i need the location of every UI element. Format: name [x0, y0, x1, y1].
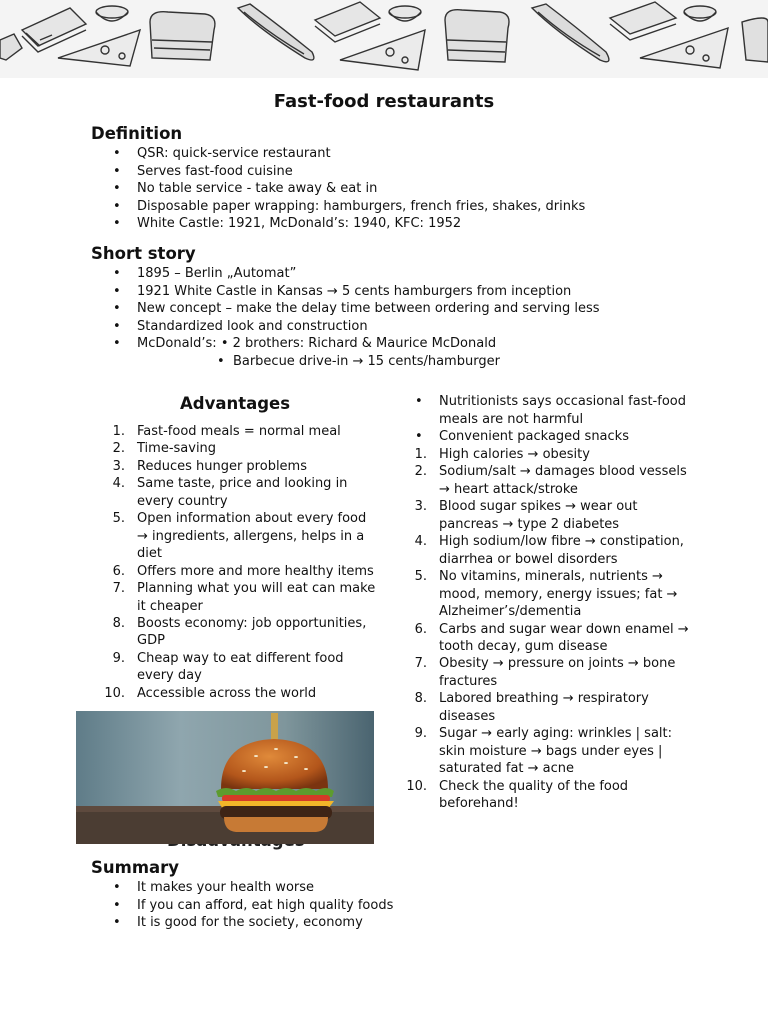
- page-title: Fast-food restaurants: [273, 91, 495, 112]
- list-item: 10. Check the quality of the food beforehand!: [406, 778, 629, 812]
- short-story-heading: Short story: [91, 244, 196, 263]
- mcdonalds-label: McDonald’s:: [137, 336, 217, 352]
- list-item: 5. No vitamins, minerals, nutrients → mood, memory, energy issues; fat → Alzheimer’s/dementia: [414, 569, 678, 620]
- list-item: • It makes your health worse: [91, 879, 411, 897]
- list-item: • White Castle: 1921, McDonald’s: 1940, KFC: 1952: [91, 215, 711, 233]
- definition-heading: Definition: [91, 124, 183, 143]
- list-item: • 1921 White Castle in Kansas → 5 cents hamburgers from inception: [91, 283, 711, 301]
- list-item: • Disposable paper wrapping: hamburgers, french fries, shakes, drinks: [91, 198, 711, 216]
- list-item: • Serves fast-food cuisine: [91, 163, 711, 181]
- list-item: 4. High sodium/low fibre → constipation, diarrhea or bowel disorders: [414, 534, 684, 567]
- list-item: 8. Labored breathing → respiratory diseases: [414, 691, 649, 724]
- list-item: 2. Sodium/salt → damages blood vessels → heart attack/stroke: [414, 464, 687, 497]
- list-item: 2. Time-saving: [112, 441, 217, 457]
- burger-photo: [76, 711, 374, 844]
- list-item: 3. Blood sugar spikes → wear out pancreas → type 2 diabetes: [414, 499, 638, 532]
- disadvantages-bullet-list: [393, 393, 693, 446]
- mcdonalds-subitem: 2 brothers: Richard & Maurice McDonald: [232, 336, 497, 352]
- mcdonalds-sublist: [91, 353, 711, 371]
- list-item: • Convenient packaged snacks: [393, 428, 693, 446]
- list-item: 7. Planning what you will eat can make it cheaper: [112, 581, 376, 614]
- list-item: 9. Cheap way to eat different food every day: [112, 650, 344, 684]
- list-item: 6. Carbs and sugar wear down enamel → tooth decay, gum disease: [414, 621, 689, 654]
- list-item: 9. Sugar → early aging: wrinkles | salt: skin moisture → bags under eyes | saturated fat → acne: [414, 726, 673, 777]
- list-item: 5. Open information about every food → ingredients, allergens, helps in a diet: [112, 511, 367, 562]
- food-pattern-banner: [0, 0, 768, 78]
- list-item: 7. Obesity → pressure on joints → bone fractures: [414, 656, 676, 689]
- list-item: 3. Reduces hunger problems: [112, 458, 307, 474]
- list-item: 6. Offers more and more healthy items: [112, 563, 374, 579]
- list-item: 1. Fast-food meals = normal meal: [112, 424, 341, 439]
- summary-heading: Summary: [91, 858, 180, 877]
- definition-list: [91, 145, 711, 233]
- list-item: 10. Accessible across the world: [104, 685, 317, 701]
- list-item: • Standardized look and construction: [91, 318, 711, 336]
- list-item: 8. Boosts economy: job opportunities, GDP: [112, 615, 367, 649]
- advantages-list: [91, 423, 381, 702]
- toast-icon: [150, 12, 215, 60]
- list-item: • Nutritionists says occasional fast-food meals are not harmful: [393, 393, 693, 428]
- list-item: • If you can afford, eat high quality foods: [91, 897, 411, 915]
- list-item-mcdonalds: • McDonald’s: • 2 brothers: Richard & Maurice McDonald: [91, 335, 711, 353]
- list-item: • It is good for the society, economy: [91, 914, 411, 932]
- list-item: • QSR: quick-service restaurant: [91, 145, 711, 163]
- mcdonalds-subitem-row: • Barbecue drive-in → 15 cents/hamburger: [217, 354, 500, 369]
- disadvantages-list: [393, 446, 693, 813]
- list-item: • New concept – make the delay time between ordering and serving less: [91, 300, 711, 318]
- short-story-list: [91, 265, 711, 353]
- toast-icon: [445, 10, 509, 62]
- list-item: 4. Same taste, price and looking in every country: [112, 476, 348, 509]
- list-item: • No table service - take away & eat in: [91, 180, 711, 198]
- mcdonalds-subitem: Barbecue drive-in → 15 cents/hamburger: [232, 354, 500, 369]
- list-item: • 1895 – Berlin „Automat”: [91, 265, 711, 283]
- advantages-heading: Advantages: [180, 394, 291, 413]
- summary-list: [91, 879, 411, 932]
- list-item: 1. High calories → obesity: [414, 447, 590, 462]
